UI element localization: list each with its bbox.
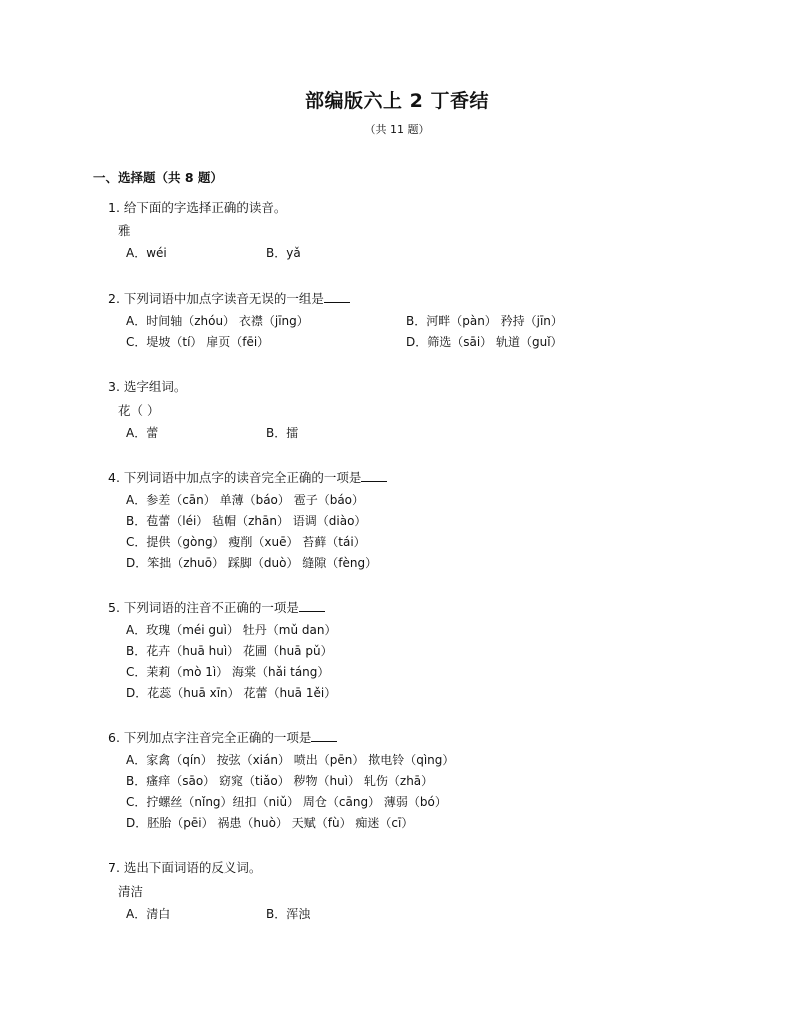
answer-blank [361,470,387,482]
answer-blank [299,600,325,612]
option-b: B．浑浊 [266,907,311,921]
option-b: B．瘙痒（sāo） 窈窕（tiǎo） 秽物（huì） 轧伤（zhā） [126,774,434,788]
section-heading: 一、选择题（共 8 题） [93,170,223,185]
option-c: C．拧螺丝（nǐng）纽扣（niǔ） 周仓（cāng） 薄弱（bó） [126,795,447,809]
option-c: C．堤坡（tí） 扉页（fēi） [126,335,270,349]
option-a: A．家禽（qín） 按弦（xián） 喷出（pēn） 揿电铃（qìng） [126,753,455,767]
option-b: B．擂 [266,426,299,440]
question-stem: 3. 选字组词。 [108,379,187,394]
option-a: A．蕾 [126,426,159,440]
option-d: D．花蕊（huā xīn） 花蕾（huā 1ěi） [126,686,337,700]
page-title: 部编版六上 2 丁香结 [305,90,489,112]
option-b: B．河畔（pàn） 矜持（jīn） [406,314,563,328]
question-stem [108,468,387,486]
option-b: B．yǎ [266,246,301,260]
question-stem: 7. 选出下面词语的反义词。 [108,860,262,875]
question-subject: 雅 [118,223,131,238]
option-a: A．时间轴（zhóu） 衣襟（jīng） [126,314,309,328]
question-stem-text: 5. 下列词语的注音不正确的一项是 [108,600,299,615]
option-b: B．苞蕾（léi） 毡帽（zhān） 语调（diào） [126,514,367,528]
option-a: A．玫瑰（méi guì） 牡丹（mǔ dan） [126,623,337,637]
option-a: A．wéi [126,246,167,260]
question-subject: 花（ ） [118,403,160,418]
option-d: D．筛选（sāi） 轨道（guǐ） [406,335,563,349]
question-stem [108,598,325,616]
option-d: D．胚胎（pēi） 祸患（huò） 天赋（fù） 痴迷（cī） [126,816,414,830]
question-count: （共 11 题） [364,123,430,136]
question-stem [108,728,337,746]
option-b: B．花卉（huā huì） 花圃（huā pǔ） [126,644,333,658]
option-d: D．笨拙（zhuō） 踩脚（duò） 缝隙（fèng） [126,556,378,570]
answer-blank [311,730,337,742]
option-c: C．茉莉（mò 1ì） 海棠（hǎi táng） [126,665,330,679]
question-stem: 1. 给下面的字选择正确的读音。 [108,200,287,215]
question-stem-text: 6. 下列加点字注音完全正确的一项是 [108,730,312,745]
question-stem-text: 2. 下列词语中加点字读音无误的一组是 [108,291,324,306]
question-stem-text: 4. 下列词语中加点字的读音完全正确的一项是 [108,470,362,485]
answer-blank [324,291,350,303]
option-a: A．清白 [126,907,171,921]
question-stem [108,289,350,307]
option-c: C．提供（gòng） 瘦削（xuē） 苔藓（tái） [126,535,366,549]
question-subject: 清洁 [118,884,144,899]
option-a: A．参差（cān） 单薄（báo） 雹子（báo） [126,493,365,507]
